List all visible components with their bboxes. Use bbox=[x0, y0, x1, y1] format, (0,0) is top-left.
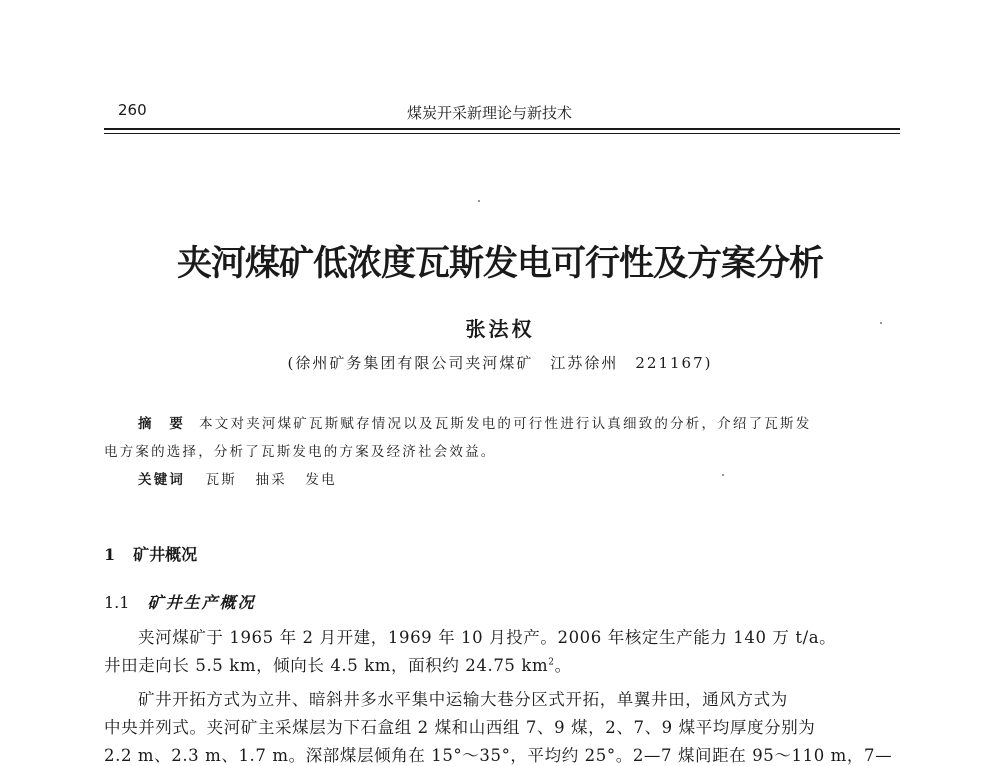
subsection-title: 矿井生产概况 bbox=[147, 593, 256, 612]
paragraph-2-line-3: 2.2 m、2.3 m、1.7 m。深部煤层倾角在 15°～35°，平均约 25°。2—7 煤间距在 95～110 m，7— bbox=[104, 746, 893, 765]
abstract-label: 摘 要 bbox=[138, 416, 186, 432]
paragraph-1-text: 井田走向长 5.5 km，倾向长 4.5 km，面积约 24.75 km bbox=[104, 656, 549, 675]
keyword: 发电 bbox=[305, 472, 337, 488]
header-rule-thin bbox=[104, 133, 900, 134]
subsection-heading bbox=[104, 590, 255, 613]
keywords-line bbox=[138, 468, 349, 488]
keyword: 瓦斯 bbox=[205, 472, 238, 488]
section-heading bbox=[104, 542, 197, 565]
paragraph-1-end: 。 bbox=[554, 656, 572, 675]
page-number: 260 bbox=[118, 101, 147, 119]
header-rule-thick bbox=[104, 128, 900, 130]
author-affiliation: (徐州矿务集团有限公司夹河煤矿 江苏徐州 221167) bbox=[287, 354, 713, 372]
paragraph-2-line-2: 中央并列式。夹河矿主采煤层为下石盒组 2 煤和山西组 7、9 煤，2、7、9 煤平均厚度分别为 bbox=[104, 718, 816, 737]
scan-speck bbox=[880, 322, 882, 324]
section-number: 1 bbox=[104, 545, 116, 564]
paragraph-2-line-1: 矿井开拓方式为立井、暗斜井多水平集中运输大巷分区式开拓，单翼井田，通风方式为 bbox=[138, 690, 788, 709]
paragraph-1-line-1: 夹河煤矿于 1965 年 2 月开建，1969 年 10 月投产。2006 年核定生产能力 140 万 t/a。 bbox=[138, 628, 837, 647]
keyword: 抽采 bbox=[255, 472, 287, 488]
paragraph-1-line-2 bbox=[104, 652, 572, 676]
keywords-label: 关键词 bbox=[138, 472, 186, 488]
running-header: 煤炭开采新理论与新技术 bbox=[407, 104, 573, 122]
scan-speck bbox=[722, 474, 724, 476]
section-title: 矿井概况 bbox=[133, 545, 198, 564]
abstract-line-2: 电方案的选择，分析了瓦斯发电的方案及经济社会效益。 bbox=[104, 444, 497, 460]
subsection-number: 1.1 bbox=[104, 593, 130, 612]
article-title: 夹河煤矿低浓度瓦斯发电可行性及方案分析 bbox=[176, 244, 823, 284]
superscript: 2 bbox=[548, 657, 555, 668]
scan-speck bbox=[478, 200, 480, 202]
abstract-line-1 bbox=[138, 412, 811, 432]
abstract-text-1: 本文对夹河煤矿瓦斯赋存情况以及瓦斯发电的可行性进行认真细致的分析，介绍了瓦斯发 bbox=[199, 416, 812, 432]
article-author: 张法权 bbox=[465, 317, 535, 341]
